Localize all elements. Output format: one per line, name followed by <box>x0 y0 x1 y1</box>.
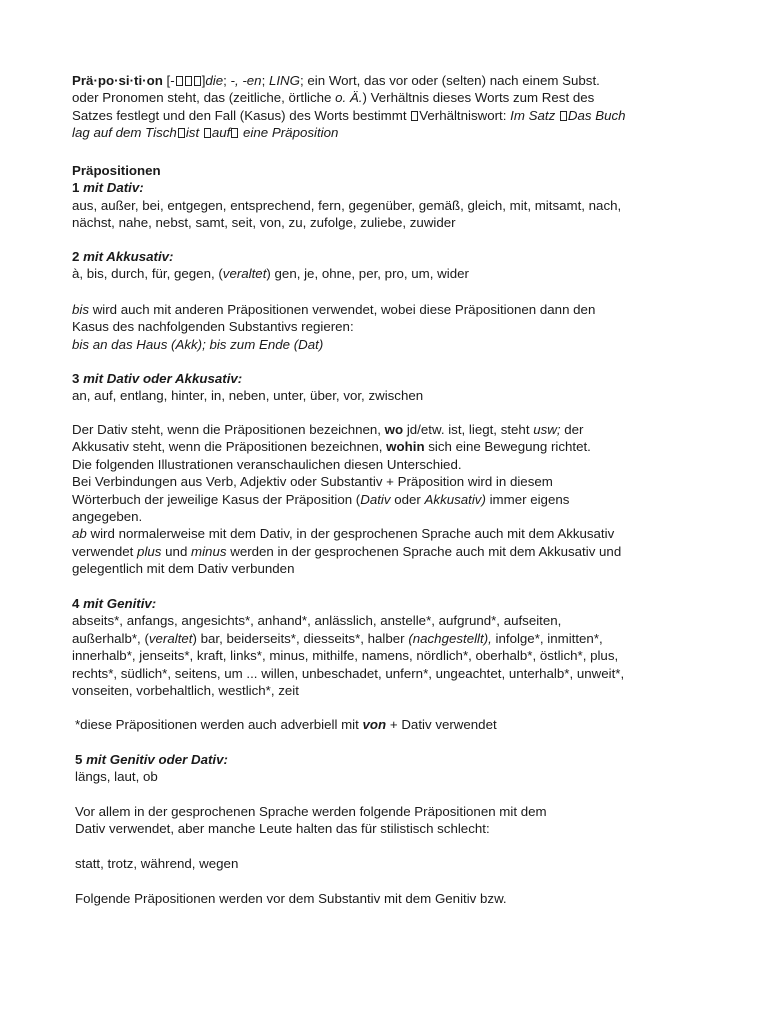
case-explanation: Der Dativ steht, wenn die Präpositionen bezeichnen, wo jd/etw. ist, liegt, steht usw; der Akkusativ steht, wenn die Präpositionen bezeichnen, wohin sich eine Bewegung richtet. Die folgenden Illustrationen veranschaulichen diesen Unterschied. Bei Verbindungen aus Verb, Adjektiv oder Substantiv + Präposition wird in diesem Wörterbuch der jeweilige Kasus der Präposition (Dativ oder Akkusativ) immer eigens angegeben. ab wird normalerweise mit dem Dativ, in der gesprochenen Sprache auch mit dem Akkusativ verwendet plus und minus werden in der gesprochenen Sprache auch mit dem Akkusativ und gelegentlich mit dem Dativ verbunden <box>72 422 622 577</box>
preposition-list: aus, außer, bei, entgegen, entsprechend, fern, gegenüber, gemäß, gleich, mit, mitsamt, nach, <box>72 197 622 213</box>
inflection: -, -en <box>230 73 262 88</box>
section-mit-dativ-oder-akkusativ <box>72 370 712 405</box>
preposition-list: rechts*, südlich*, seitens, um ... willen, unbeschadet, unfern*, ungeachtet, unterhalb*, unweit*, <box>72 665 625 681</box>
section-mit-akkusativ <box>72 248 712 283</box>
missing-glyph-icon <box>178 128 185 138</box>
preposition-list-colloquial: statt, trotz, während, wegen <box>75 856 239 871</box>
missing-glyph-icon <box>411 111 418 121</box>
section-heading: 5 mit Genitiv oder Dativ: <box>75 752 228 767</box>
entry-line-4: lag auf dem Tisch ist auf eine Präposition <box>72 125 339 141</box>
section-heading: 1 mit Dativ: <box>72 180 144 196</box>
missing-glyph-icon <box>194 76 201 86</box>
section-heading: 3 mit Dativ oder Akkusativ: <box>72 371 243 386</box>
preposition-list: abseits*, anfangs, angesichts*, anhand*, anlässlich, anstelle*, aufgrund*, aufseiten, <box>72 613 562 629</box>
spoken-language-note: Vor allem in der gesprochenen Sprache werden folgende Präpositionen mit dem Dativ verwendet, aber manche Leute halten das für stilistisch schlecht: <box>75 804 547 837</box>
missing-glyph-icon <box>176 76 183 86</box>
preposition-list: à, bis, durch, für, gegen, (veraltet) gen, je, ohne, per, pro, um, wider <box>72 266 469 282</box>
preposition-list: vonseiten, vorbehaltlich, westlich*, zeit <box>72 683 299 699</box>
subject-label: LING <box>268 73 301 88</box>
entry-line-2: oder Pronomen steht, das (zeitliche, örtliche o. Ä.) Verhältnis dieses Worts zum Rest des <box>72 90 595 106</box>
preposition-list: längs, laut, ob <box>75 769 158 785</box>
headword: Prä·po·si·ti·on <box>72 73 163 88</box>
entry-line-3: Satzes festlegt und den Fall (Kasus) des Worts bestimmt Verhältniswort: Im Satz Das Buch <box>72 107 626 123</box>
bis-note: bis wird auch mit anderen Präpositionen verwendet, wobei diese Präpositionen dann den Kasus des nachfolgenden Substantivs regieren: bis an das Haus (Akk); bis zum Ende (Dat) <box>72 301 712 353</box>
missing-glyph-icon <box>204 128 211 138</box>
example: bis an das Haus (Akk); bis zum Ende (Dat) <box>72 336 324 352</box>
missing-glyph-icon <box>560 111 567 121</box>
entry-line-1: Prä·po·si·ti·on [- ]die; -, -en; LING; ein Wort, das vor oder (selten) nach einem Subst. <box>72 73 600 88</box>
adverbial-footnote: *diese Präpositionen werden auch adverbiell mit von + Dativ verwendet <box>75 717 497 732</box>
section-mit-dativ <box>72 162 712 232</box>
section-heading: 2 mit Akkusativ: <box>72 249 174 264</box>
gender: die <box>205 73 224 88</box>
genitive-note: Folgende Präpositionen werden vor dem Substantiv mit dem Genitiv bzw. <box>75 891 507 906</box>
preposition-list: außerhalb*, (veraltet) bar, beiderseits*, diesseits*, halber (nachgestellt), infolge*, inmitten*, <box>72 630 603 646</box>
preposition-list: nächst, nahe, nebst, samt, seit, von, zu, zufolge, zuliebe, zuwider <box>72 215 456 231</box>
section-mit-genitiv-oder-dativ <box>75 751 715 786</box>
missing-glyph-icon <box>231 128 238 138</box>
section-heading: 4 mit Genitiv: <box>72 596 157 611</box>
preposition-list: an, auf, entlang, hinter, in, neben, unter, über, vor, zwischen <box>72 388 424 404</box>
section-title: Präpositionen <box>72 163 161 178</box>
missing-glyph-icon <box>185 76 192 86</box>
dictionary-entry <box>72 72 712 142</box>
section-mit-genitiv <box>72 595 712 699</box>
preposition-list: innerhalb*, jenseits*, kraft, links*, minus, mithilfe, namens, nördlich*, oberhalb*, östlich*, plus, <box>72 648 619 664</box>
